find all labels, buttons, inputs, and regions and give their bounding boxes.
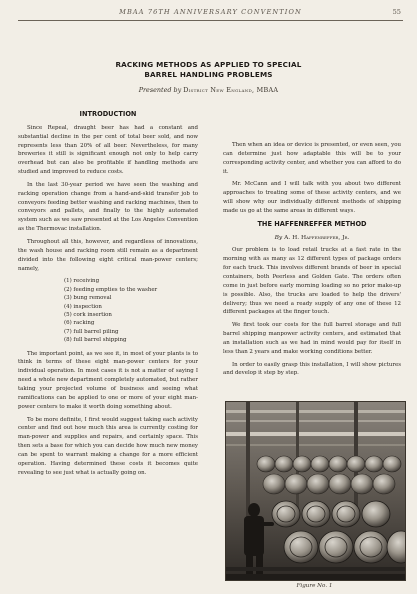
- list-item: (8) full barrel shipping: [64, 337, 127, 344]
- paragraph: To be more definite, I first would suggest taking each activity center and find out how much this area is currently costing for man-power and supplies and repairs, and certainly space. This then sets a base for which you can decide how much new money can be spent to warrant making a change for a more efficient operation. Having determined these costs it becomes quite revealing to see just what is actually going on.: [18, 416, 198, 476]
- figure-photo: [225, 401, 406, 581]
- right-column: [223, 141, 401, 382]
- article-title-line-2: BARREL HANDLING PROBLEMS: [144, 70, 273, 79]
- presented-prefix: Presented by: [138, 86, 182, 94]
- author-name: A. H. Haffenreffer, Jr.: [284, 234, 350, 241]
- list-item: (7) full barrel piling: [64, 328, 119, 335]
- paragraph: Our problem is to load retail trucks at a fast rate in the morning with as many as 12 different types of package orders for each truck. This involves different brands of beer in special containers, both Peerless and Golden Gate. The orders often come in just before early morning loading so no prior make-up is possible. Also, the trucks are loaded to help the drivers' delivery; thus we need a ready supply of any one of these 12 different packages at the finger touch.: [223, 247, 401, 316]
- list-item: (3) bung removal: [64, 295, 112, 302]
- presenter-name: District New England, MBAA: [183, 86, 279, 94]
- paragraph: We first took our costs for the full barrel storage and full barrel shipping manpower activity centers, and estimated that an installation such as we had in mind would pay for itself in less than 2 years and make working conditions better.: [223, 322, 401, 355]
- paragraph: The important point, as we see it, in most of your plants is to think in terms of these eight man-power centers for your individual operation. In most cases it is not a matter of saying I need a whole new department completely automated, but rather taking your projected volume of business and seeing what ramifications can be applied to one or more of your eight man-power centers to make it worth doing something about.: [18, 350, 198, 410]
- paragraph: Since Repeal, draught beer has had a constant and substantial decline in the per cent of total beer sold, and now represents less than 20% of all beer. Nevertheless, for many breweries it still is significant enough not only to help carry overhead but can also be profitable if handling methods are studied and improved to reduce costs.: [18, 124, 198, 176]
- section-heading-introduction: INTRODUCTION: [79, 110, 137, 118]
- list-item: (5) cork insertion: [64, 311, 112, 318]
- article-title-line-1: RACKING METHODS AS APPLIED TO SPECIAL: [115, 60, 302, 69]
- list-item: (4) inspection: [64, 303, 102, 310]
- list-item: (6) racking: [64, 320, 95, 327]
- paragraph: Mr. McCann and I will talk with you about two different approaches to treating some of these activity centers, and we will show why our individually different methods of shipping made us go at the same areas in different ways.: [223, 181, 401, 214]
- barrel-racking-photo-illustration: [226, 402, 405, 580]
- page-number: 55: [392, 8, 401, 16]
- left-column: [18, 110, 198, 481]
- header-title: MBAA 76TH ANNIVERSARY CONVENTION: [119, 8, 302, 16]
- byline-prefix: By: [274, 234, 283, 241]
- byline: [223, 234, 401, 243]
- paragraph: Then when an idea or device is presented, or even seen, you can determine just how adaptable this will be to your corresponding activity center, and whether you can afford to do it.: [223, 142, 401, 175]
- presented-by: [0, 86, 417, 94]
- paragraph: Throughout all this, however, and regardless of innovations, the wash house and racking room still remain as a department divided into the following eight critical man-power centers; namely,: [18, 238, 198, 272]
- running-header: [18, 8, 403, 21]
- list-item: (1) receiving: [64, 278, 100, 285]
- list-item: (2) feeding empties to the washer: [64, 286, 158, 293]
- paragraph: In order to easily grasp this installation, I will show pictures and develop it step by step.: [223, 361, 401, 377]
- figure-caption: Figure No. 1: [296, 583, 333, 589]
- man-power-centers-list: [64, 277, 198, 344]
- section-heading-haffenreffer: THE HAFFENREFFER METHOD: [257, 219, 367, 228]
- paragraph: In the last 30-year period we have seen the washing and racking operation change from a hand-and-skid transfer job to conveyors feeding better washing and racking machines, then to conveyors and pallets, and finally to the highly automated system such as we saw presented at the Los Angeles Convention as the Thermovac installation.: [18, 181, 198, 233]
